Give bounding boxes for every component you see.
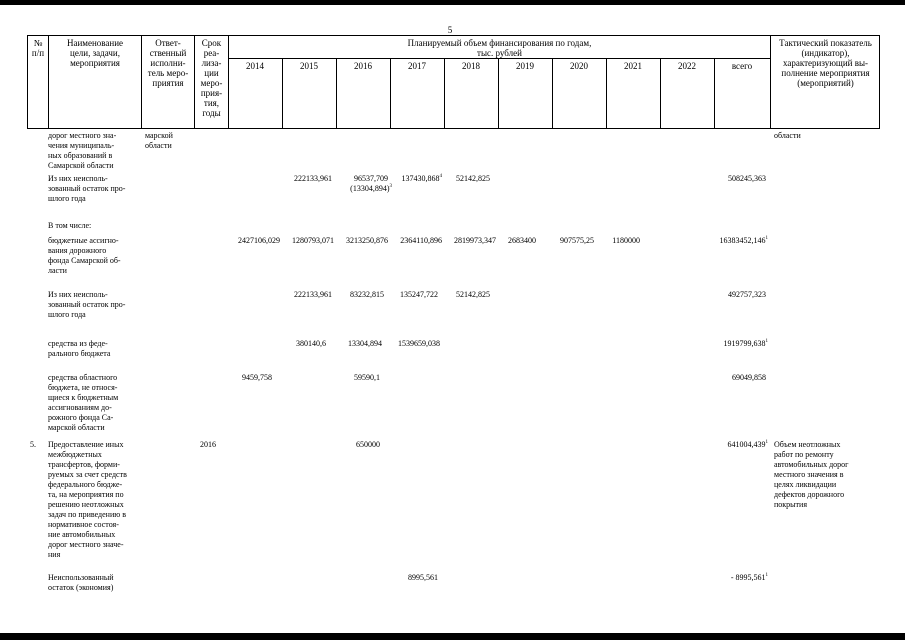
value-2014: 2427106,029 xyxy=(238,236,280,245)
year-header: 2015 xyxy=(300,61,318,71)
year-header: 2019 xyxy=(516,61,534,71)
value-2018: 52142,825 xyxy=(456,174,490,183)
value-2017: 137430,868$^4$ xyxy=(401,174,442,183)
value-2016: 13304,894 xyxy=(348,339,382,348)
row-name: дорог местного зна- чения муниципаль- ных образований в Самарской области xyxy=(48,131,117,170)
year-header: 2017 xyxy=(408,61,426,71)
value-total: 1919799,638$^1$ xyxy=(723,339,768,348)
year-header: 2018 xyxy=(462,61,480,71)
value-2015: 1280793,071 xyxy=(292,236,334,245)
value-2017: 8995,561 xyxy=(408,573,438,582)
row-name: Предоставление иных межбюджетных трансфертов, форми- руемых за счет средств федерального бюдже- та, на мероприятия по решению неотложных задач по приведению в нормативное состоя- ние автомобильных дорог местного значе- ния xyxy=(48,440,127,559)
value-2020: 907575,25 xyxy=(560,236,594,245)
row-number: 5. xyxy=(30,440,36,449)
value-total: - 8995,561$^1$ xyxy=(730,573,768,582)
value-2014: 9459,758 xyxy=(242,373,272,382)
value-2016: 3213250,876 xyxy=(346,236,388,245)
header-indicator: Тактический показатель (индикатор), характеризующий вы- полнение мероприятия (мероприятий) xyxy=(779,38,872,88)
value-2016: 650000 xyxy=(356,440,380,449)
header-funding: Планируемый объем финансирования по годам, тыс. рублей xyxy=(407,38,592,58)
value-2018: 2819973,347 xyxy=(454,236,496,245)
row-responsible: марской области xyxy=(145,131,173,150)
bottom-border-bar xyxy=(0,633,905,640)
header-name: Наименование цели, задачи, мероприятия xyxy=(66,38,124,68)
row-name: средства из феде- рального бюджета xyxy=(48,339,111,358)
row-name: средства областного бюджета, не относя- щиеся к бюджетным ассигнованиям до- рожного фонда Са- марской области xyxy=(48,373,119,432)
row-name: Неиспользованный остаток (экономия) xyxy=(48,573,114,592)
value-total: 492757,323 xyxy=(728,290,766,299)
header-responsible: Ответ- ственный исполни- тель меро- приятия xyxy=(147,38,189,88)
value-2016: 59590,1 xyxy=(354,373,380,382)
top-border-bar xyxy=(0,0,905,5)
row-name: бюджетные ассигно- вания дорожного фонда Самарской об- ласти xyxy=(48,236,121,275)
value-2015: 380140,6 xyxy=(296,339,326,348)
year-header: 2022 xyxy=(678,61,696,71)
row-name: Из них неисполь- зованный остаток про- шлого года xyxy=(48,174,126,203)
value-2021: 1180000 xyxy=(612,236,640,245)
page-number: 5 xyxy=(447,25,453,35)
header-term: Срок реа- лиза- ции меро- прия- тия, годы xyxy=(200,38,223,118)
year-header: 2014 xyxy=(246,61,264,71)
row-indicator: области xyxy=(774,131,801,140)
year-header: 2020 xyxy=(570,61,588,71)
year-header-total: всего xyxy=(731,61,753,71)
value-2016: 96537,709 xyxy=(354,174,388,183)
value-2017: 135247,722 xyxy=(400,290,438,299)
row-term: 2016 xyxy=(200,440,216,449)
year-header: 2021 xyxy=(624,61,642,71)
value-total: 69049,858 xyxy=(732,373,766,382)
value-2015: 222133,961 xyxy=(294,290,332,299)
value-2015: 222133,961 xyxy=(294,174,332,183)
value-total: 16383452,146$^1$ xyxy=(719,236,768,245)
value-2018: 52142,825 xyxy=(456,290,490,299)
row-indicator: Объем неотложных работ по ремонту автомобильных дорог местного значения в целях ликвидации дефектов дорожного покрытия xyxy=(774,440,849,509)
value-2016: 83232,815 xyxy=(350,290,384,299)
value-2017: 2364110,896 xyxy=(400,236,442,245)
row-name: Из них неисполь- зованный остаток про- шлого года xyxy=(48,290,126,319)
value-2017: 1539659,038 xyxy=(398,339,440,348)
year-header: 2016 xyxy=(354,61,372,71)
row-name: В том числе: xyxy=(48,221,92,230)
value-total: 641004,439$^1$ xyxy=(727,440,768,449)
header-number: № п/п xyxy=(31,38,45,58)
value-2019: 2683400 xyxy=(508,236,536,245)
value-2016-federal: $(13304,894)^3$ xyxy=(350,184,392,193)
value-total: 508245,363 xyxy=(728,174,766,183)
